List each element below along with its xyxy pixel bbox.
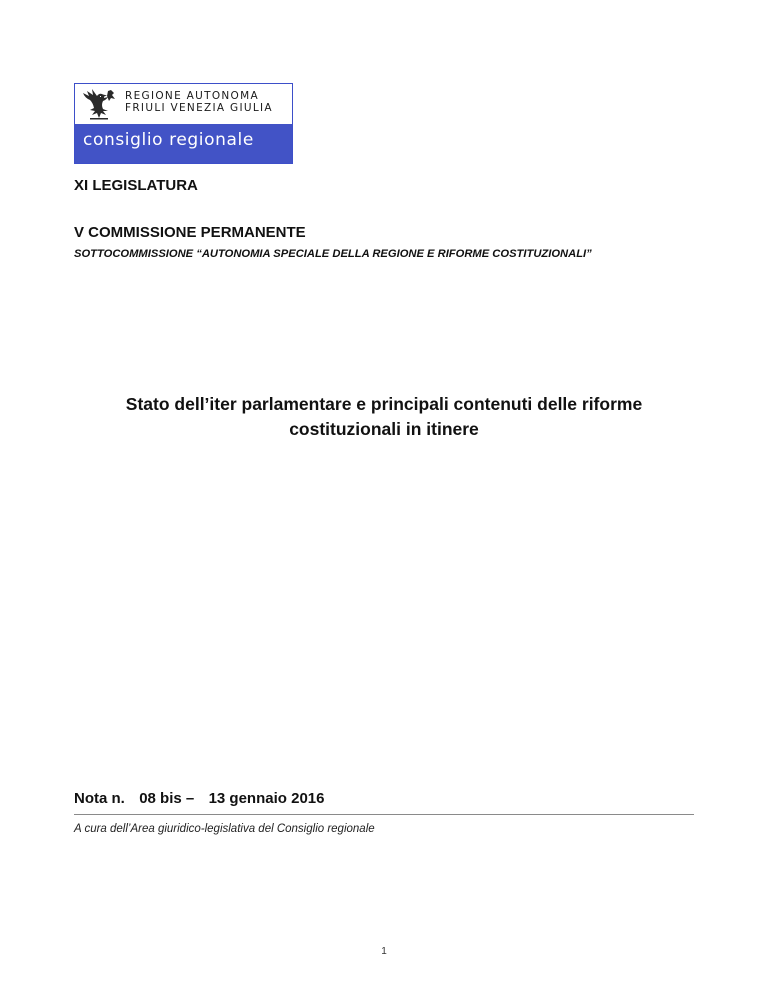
logo-council-text: consiglio regionale [83, 130, 254, 150]
logo-top-panel [75, 84, 292, 124]
nota-date: 13 gennaio 2016 [208, 790, 325, 807]
council-logo [74, 83, 293, 164]
logo-region-line2: FRIULI VENEZIA GIULIA [125, 102, 273, 114]
document-title-line2: costituzionali in itinere [289, 419, 479, 439]
document-title-line1: Stato dell’iter parlamentare e principali contenuti delle riforme [125, 394, 643, 414]
document-title [74, 392, 694, 442]
logo-region-name [125, 90, 273, 114]
logo-band [75, 124, 292, 163]
divider [74, 814, 694, 815]
nota-line [74, 790, 324, 807]
credit-line: A cura dell’Area giuridico-legislativa del Consiglio regionale [74, 823, 375, 835]
nota-label: Nota n. [74, 790, 125, 807]
nota-number: 08 bis – [139, 790, 195, 807]
page-number: 1 [381, 946, 387, 957]
commissione-heading: V COMMISSIONE PERMANENTE [74, 224, 306, 241]
logo-region-line1: REGIONE AUTONOMA [125, 90, 259, 102]
eagle-emblem-icon [81, 87, 117, 121]
sottocommissione-heading: SOTTOCOMMISSIONE “AUTONOMIA SPECIALE DELLA REGIONE E RIFORME COSTITUZIONALI” [74, 248, 592, 260]
legislatura-heading: XI LEGISLATURA [74, 177, 198, 194]
